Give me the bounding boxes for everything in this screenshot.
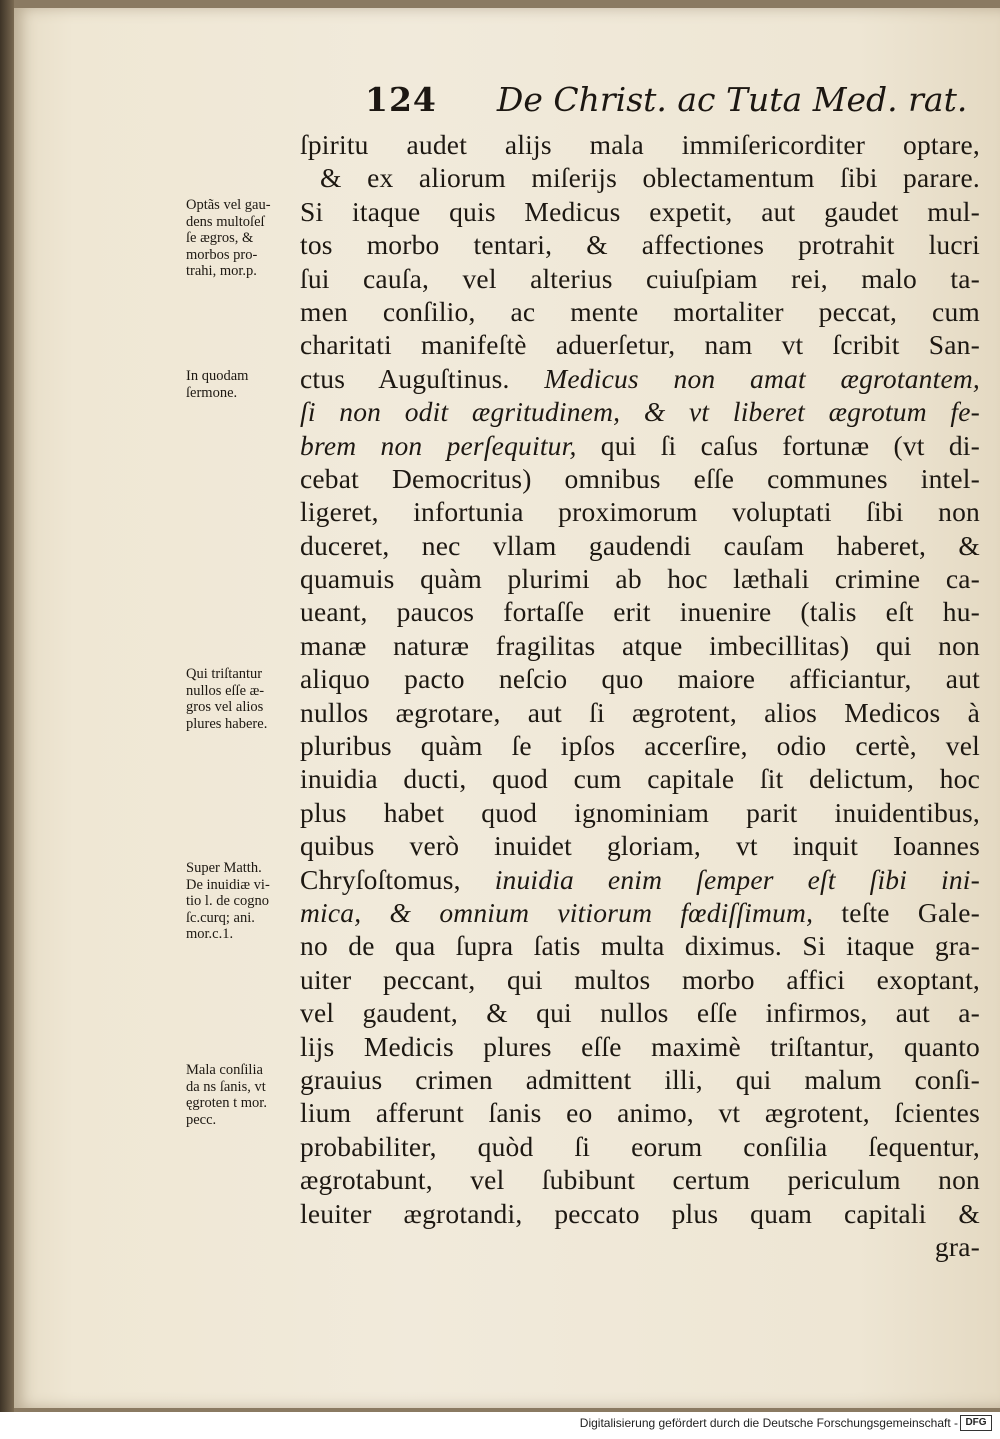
marginal-line: Mala conſilia: [186, 1062, 263, 1078]
text-line: [300, 595, 980, 628]
roman-run: ueant, paucos fortaſſe erit inuenire (talis eſt hu-: [300, 596, 980, 628]
text-line: [300, 128, 980, 161]
text-line: [300, 1030, 980, 1063]
text-line: [300, 529, 980, 562]
text-line: [300, 395, 980, 428]
roman-run: nullos ægrotare, aut ſi ægrotent, alios Medicos à: [300, 696, 980, 728]
roman-run: charitati manifeſtè aduerſetur, nam vt ſcribit San-: [300, 329, 980, 361]
text-line: [300, 929, 980, 962]
italic-run: mica, & omnium vitiorum fœdiſſimum,: [300, 896, 814, 928]
marginal-line: ſe ægros, &: [186, 230, 254, 246]
text-line: [300, 1096, 980, 1129]
text-line: [300, 729, 980, 762]
text-line: [300, 161, 980, 194]
binding-shadow: [0, 0, 14, 1412]
running-title: De Christ. ac Tuta Med. rat.: [496, 80, 968, 119]
roman-run: probabiliter, quòd ſi eorum conſilia ſequentur,: [300, 1130, 980, 1162]
marginal-line: plures habere.: [186, 715, 268, 732]
roman-run: leuiter ægrotandi, peccato plus quam capitali &: [300, 1197, 980, 1229]
roman-run: plus habet quod ignominiam parit inuidentibus,: [300, 796, 980, 828]
marginal-line: De inuidiæ vi-: [186, 876, 270, 893]
funding-credit: Digitalisierung gefördert durch die Deutsche Forschungsgemeinschaft -: [579, 1416, 958, 1430]
marginal-line: Optãs vel gau-: [186, 197, 271, 213]
roman-run: quamuis quàm plurimi ab hoc læthali crimine ca-: [300, 563, 980, 595]
marginal-line: Qui triſtantur: [186, 666, 263, 682]
roman-run: no de qua ſupra ſatis multa diximus. Si itaque gra-: [300, 930, 980, 962]
roman-run: ctus Auguſtinus.: [300, 362, 510, 394]
text-line: [300, 195, 980, 228]
marginal-line: morbos pro-: [186, 246, 258, 263]
roman-run: vel gaudent, & qui nullos eſſe infirmos, aut a-: [300, 997, 980, 1029]
roman-run: ſui cauſa, vel alterius cuiuſpiam rei, malo ta-: [300, 262, 980, 294]
roman-run: duceret, nec vllam gaudendi cauſam haberet, &: [300, 529, 980, 561]
italic-run: ſi non odit ægritudinem, & vt liberet ægrotum fe-: [300, 396, 980, 428]
text-line: [300, 863, 980, 896]
text-line: [300, 629, 980, 662]
roman-run: cebat Democritus) omnibus eſſe communes intel-: [300, 462, 980, 494]
text-line: [300, 963, 980, 996]
marginal-line: tio l. de cogno: [186, 893, 269, 909]
catchword: [300, 1230, 980, 1263]
marginal-note-1: [186, 197, 304, 280]
text-line: [300, 562, 980, 595]
text-line: [300, 796, 980, 829]
roman-run: gra-: [934, 1230, 980, 1262]
roman-run: grauius crimen admittent illi, qui malum conſi-: [300, 1063, 980, 1095]
marginal-line: ſc.curq; ani.: [186, 909, 255, 926]
page-number: 124: [365, 80, 437, 119]
marginal-line: nullos eſſe æ-: [186, 682, 265, 699]
roman-run: manæ naturæ fragilitas atque imbecillitas) qui non: [300, 629, 980, 661]
marginal-line: gros vel alios: [186, 699, 264, 715]
italic-run: Medicus non amat ægrotantem,: [544, 362, 980, 394]
marginal-line: mor.c.1.: [186, 926, 234, 942]
roman-run: Chryſoſtomus,: [300, 863, 461, 895]
marginal-note-2: [186, 368, 304, 401]
text-line: [300, 696, 980, 729]
text-line: [300, 762, 980, 795]
roman-run: ægrotabunt, vel ſubibunt certum periculum non: [300, 1164, 980, 1196]
roman-run: aliquo pacto neſcio quo maiore afficiantur, aut: [300, 663, 980, 695]
text-line: [300, 328, 980, 361]
roman-run: teſte Gale-: [841, 896, 980, 928]
roman-run: inuidia ducti, quod cum capitale ſit delictum, hoc: [300, 763, 980, 795]
text-line: [300, 295, 980, 328]
text-line: [300, 1163, 980, 1196]
roman-run: & ex aliorum miſerijs oblectamentum ſibi parare.: [320, 162, 980, 194]
marginal-note-4: [186, 860, 304, 943]
text-line: [300, 996, 980, 1029]
main-text-block: [300, 128, 980, 1263]
roman-run: ligeret, infortunia proximorum voluptati ſibi non: [300, 496, 980, 528]
marginal-note-3: [186, 666, 304, 732]
marginal-line: ęgroten t mor.: [186, 1095, 267, 1111]
text-line: [300, 262, 980, 295]
marginal-line: trahi, mor.p.: [186, 263, 257, 279]
text-line: [300, 462, 980, 495]
roman-run: lijs Medicis plures eſſe maximè triſtantur, quanto: [300, 1030, 980, 1062]
text-line: [300, 662, 980, 695]
text-line: [300, 1197, 980, 1230]
marginal-line: dens multoſeſ: [186, 213, 265, 230]
roman-run: pluribus quàm ſe ipſos accerſire, odio certè, vel: [300, 730, 980, 762]
running-head: [365, 80, 967, 119]
text-line: [300, 228, 980, 261]
dfg-logo: DFG: [960, 1415, 992, 1431]
marginal-line: da ns ſanis, vt: [186, 1078, 266, 1095]
marginal-line: Super Matth.: [186, 860, 262, 876]
text-line: [300, 829, 980, 862]
roman-run: lium afferunt ſanis eo animo, vt ægrotent, ſcientes: [300, 1097, 980, 1129]
roman-run: quibus verò inuidet gloriam, vt inquit Ioannes: [300, 830, 980, 862]
text-line: [300, 362, 980, 395]
text-line: [300, 896, 980, 929]
roman-run: tos morbo tentari, & affectiones protrahit lucri: [300, 229, 980, 261]
text-line: [300, 495, 980, 528]
marginal-line: pecc.: [186, 1111, 217, 1128]
text-line: [300, 1063, 980, 1096]
marginal-note-5: [186, 1062, 304, 1128]
roman-run: uiter peccant, qui multos morbo affici exoptant,: [300, 963, 980, 995]
italic-run: inuidia enim ſemper eſt ſibi ini-: [494, 863, 980, 895]
text-line: [300, 429, 980, 462]
marginal-line: ſermone.: [186, 384, 238, 401]
marginal-line: In quodam: [186, 368, 249, 384]
roman-run: ſpiritu audet alijs mala immiſericorditer optare,: [300, 129, 980, 160]
roman-run: Si itaque quis Medicus expetit, aut gaudet mul-: [300, 195, 980, 227]
text-line: [300, 1130, 980, 1163]
roman-run: men conſilio, ac mente mortaliter peccat, cum: [300, 295, 980, 327]
italic-run: brem non perſequitur,: [300, 429, 577, 461]
roman-run: qui ſi caſus fortunæ (vt di-: [600, 429, 980, 461]
